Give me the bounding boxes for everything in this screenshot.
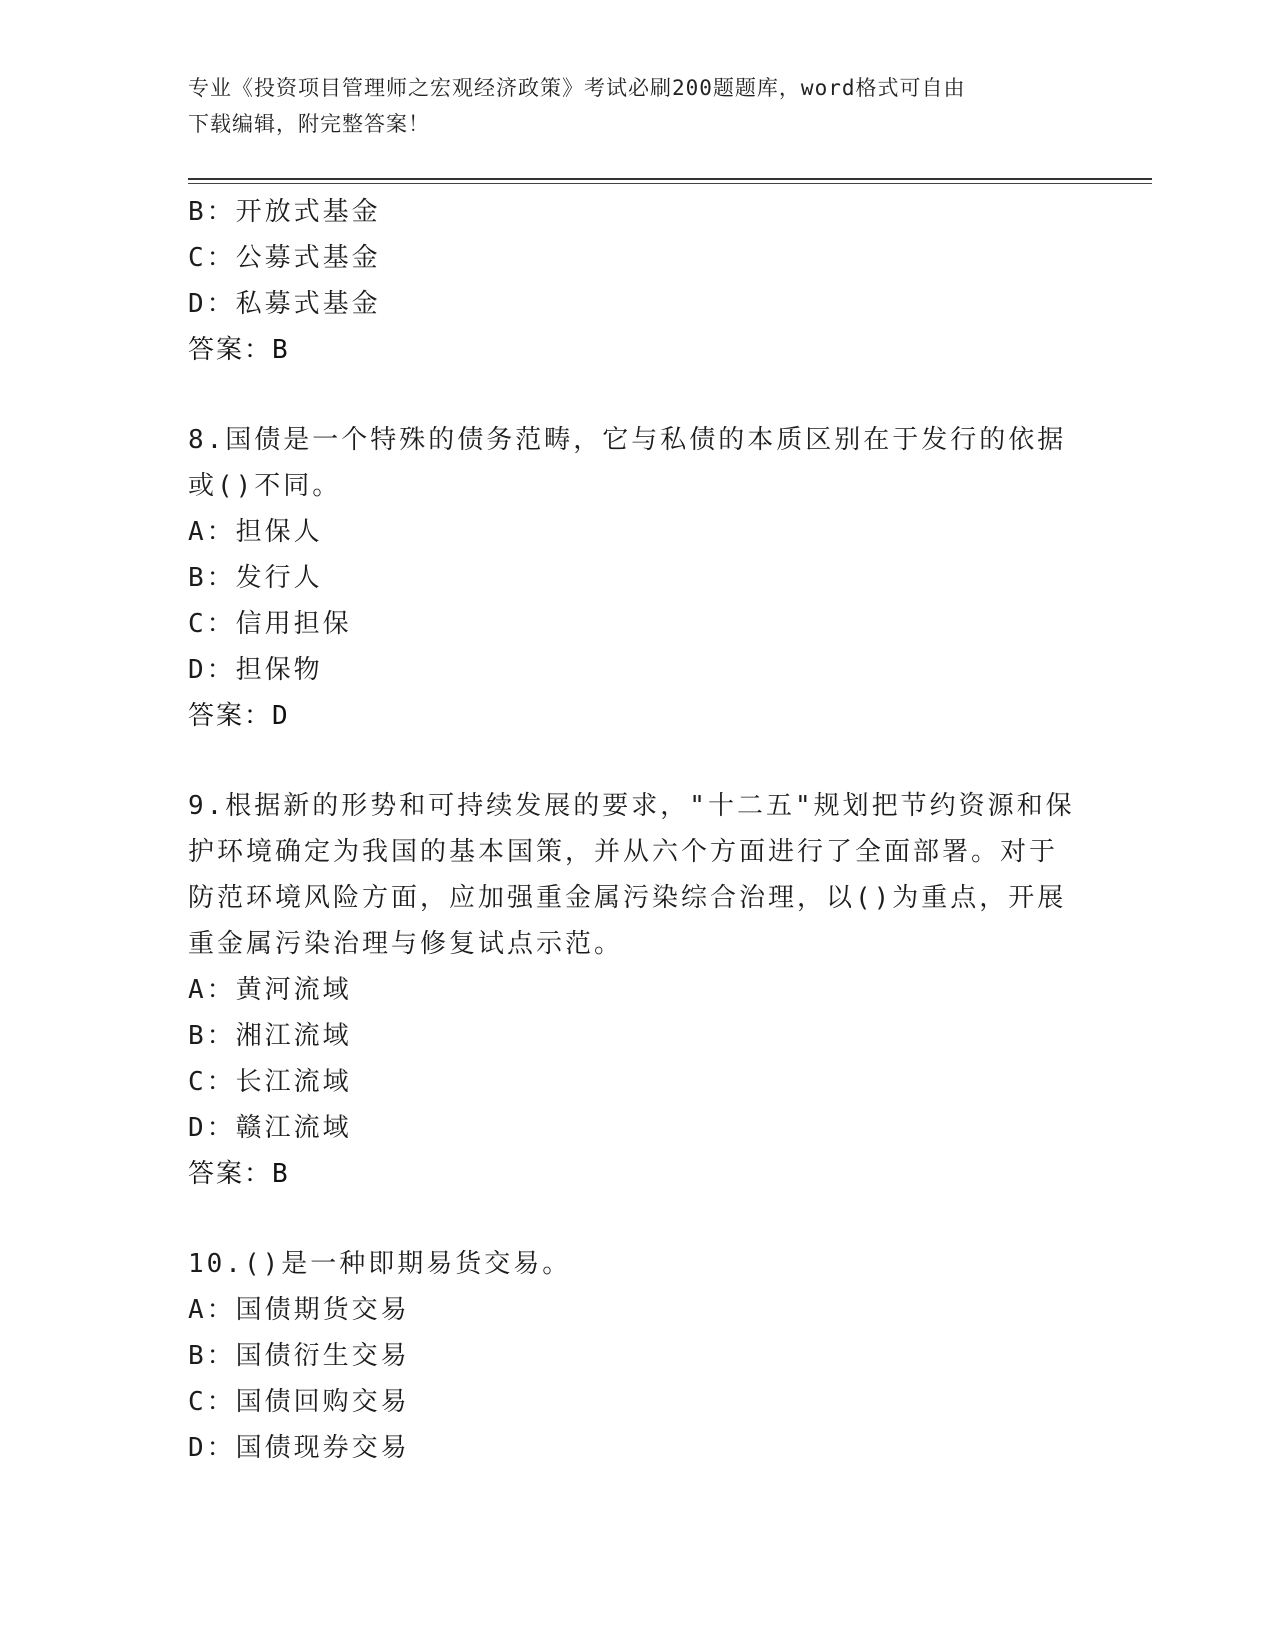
option-c: C：信用担保 <box>188 609 352 639</box>
option-c: C：公募式基金 <box>188 243 381 273</box>
header-divider-thick <box>188 178 1152 180</box>
answer-line <box>188 693 1068 739</box>
answer-value: D <box>272 701 291 731</box>
question-text-line: 9.根据新的形势和可持续发展的要求，"十二五"规划把节约资源和保 <box>188 791 1075 821</box>
question-text-line: 10.()是一种即期易货交易。 <box>188 1249 572 1279</box>
option-a: A：国债期货交易 <box>188 1295 410 1325</box>
answer-label: 答案： <box>188 335 273 365</box>
question-10 <box>188 1241 1068 1471</box>
question-text-line: 护环境确定为我国的基本国策，并从六个方面进行了全面部署。对于 <box>188 837 1059 867</box>
option-b: B：发行人 <box>188 563 323 593</box>
answer-label: 答案： <box>188 701 273 731</box>
header-line-1: 专业《投资项目管理师之宏观经济政策》考试必刷200题题库，word格式可自由 <box>188 76 966 100</box>
question-text-line: 重金属污染治理与修复试点示范。 <box>188 929 624 959</box>
option-c: C：国债回购交易 <box>188 1387 410 1417</box>
question-text-line: 8.国债是一个特殊的债务范畴，它与私债的本质区别在于发行的依据 <box>188 425 1067 455</box>
question-7 <box>188 189 1068 373</box>
option-d: D：担保物 <box>188 655 323 685</box>
question-8 <box>188 417 1068 739</box>
answer-label: 答案： <box>188 1159 273 1189</box>
option-b: B：国债衍生交易 <box>188 1341 410 1371</box>
answer-line <box>188 1151 1068 1197</box>
option-a: A：黄河流域 <box>188 975 352 1005</box>
option-c: C：长江流域 <box>188 1067 352 1097</box>
option-a: A：担保人 <box>188 517 323 547</box>
answer-value: B <box>272 1159 291 1189</box>
document-header <box>188 70 1068 142</box>
header-line-2: 下载编辑，附完整答案！ <box>188 112 430 136</box>
question-text-line: 防范环境风险方面，应加强重金属污染综合治理，以()为重点，开展 <box>188 883 1067 913</box>
answer-value: B <box>272 335 291 365</box>
question-list <box>188 189 1075 1471</box>
option-d: D：赣江流域 <box>188 1113 352 1143</box>
header-divider-thin <box>188 183 1152 184</box>
option-b: B：湘江流域 <box>188 1021 352 1051</box>
option-d: D：国债现券交易 <box>188 1433 410 1463</box>
option-b: B：开放式基金 <box>188 197 381 227</box>
option-d: D：私募式基金 <box>188 289 381 319</box>
answer-line <box>188 327 1068 373</box>
question-text-line: 或()不同。 <box>188 471 342 501</box>
question-9 <box>188 783 1075 1197</box>
